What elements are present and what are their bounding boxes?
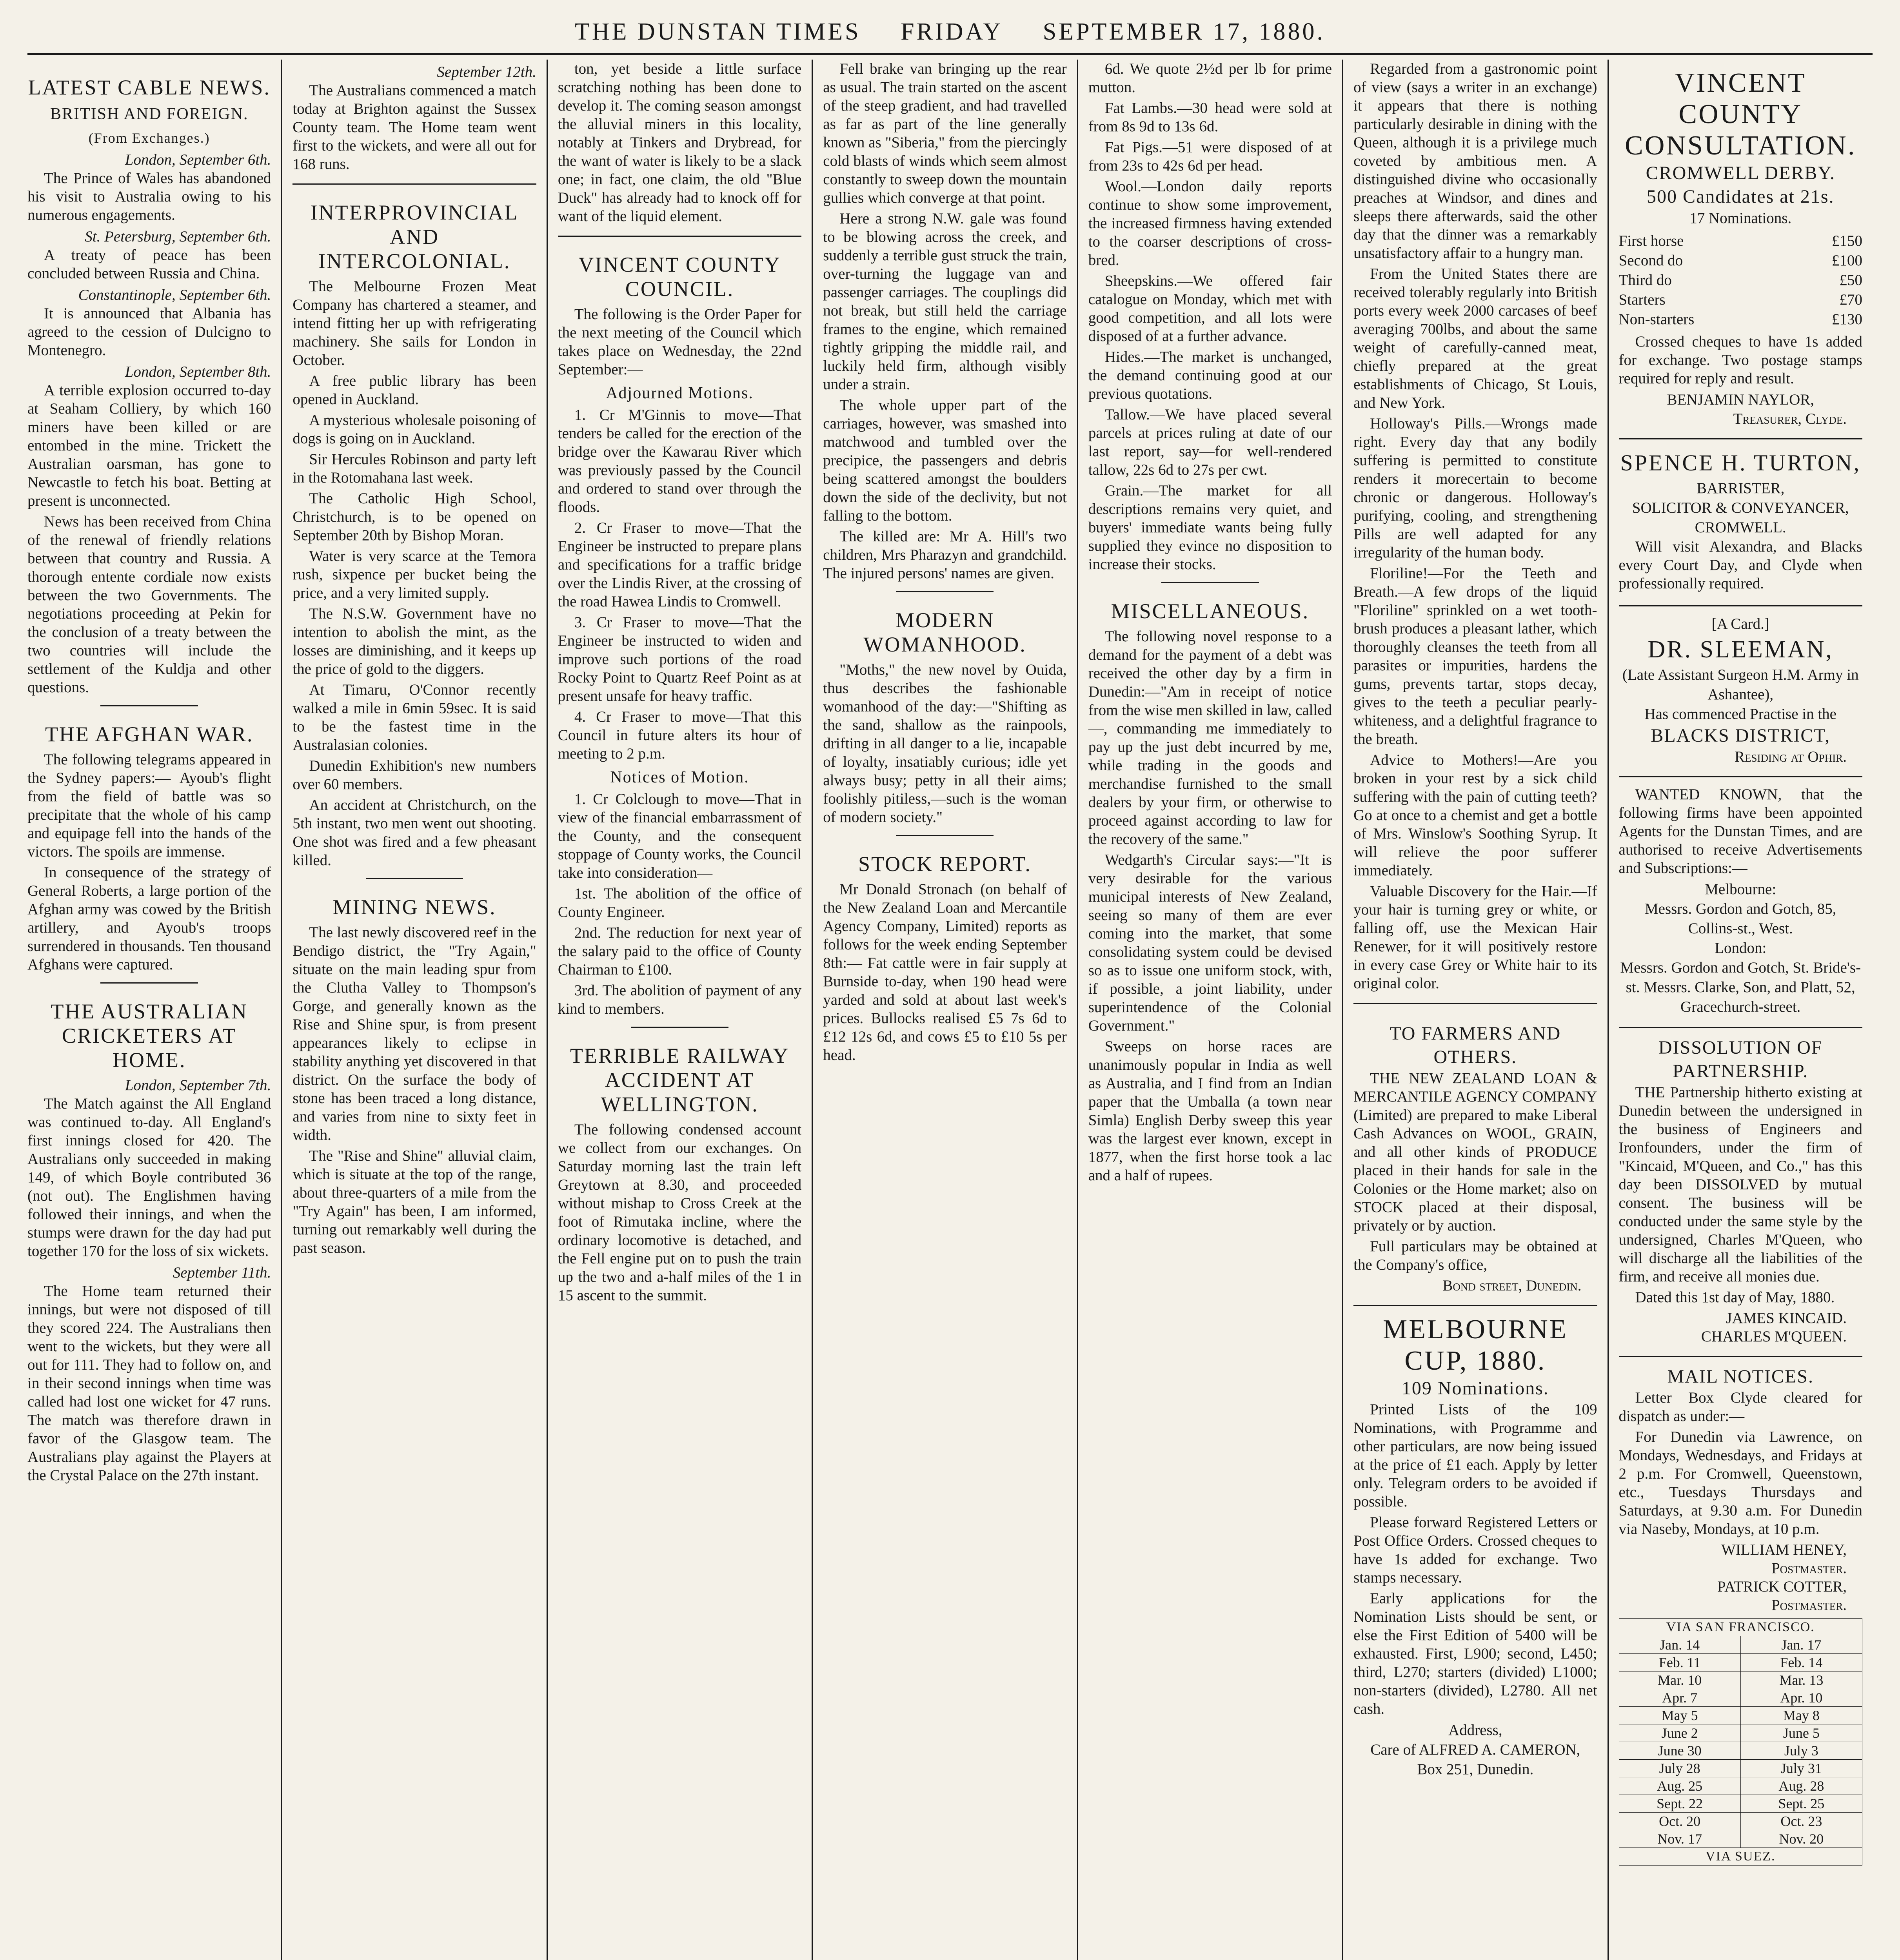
table-row — [1619, 1689, 1862, 1707]
paragraph: The N.S.W. Government have no intention to abolish the mint, as the losses are diminishing, and it keeps up the price of gold to the diggers. — [292, 605, 536, 677]
masthead-day: FRIDAY — [901, 18, 1003, 45]
paragraph: The following is the Order Paper for the next meeting of the Council which takes place on Wednesday, the 22nd September:— — [558, 306, 802, 378]
prize-row — [1619, 310, 1862, 329]
paragraph: ton, yet beside a little surface scratching nothing has been done to develop it. The coming season amongst the alluvial miners in this locality, notably at Tinkers and Drybread, for the want of water is likely to be a slack one; in fact, one claim, the old "Blue Duck" has already had to knock off for want of the liquid element. — [558, 60, 802, 225]
paragraph: The following condensed account we collect from our exchanges. On Saturday morning last the train left Greytown at 8.30, and proceeded without mishap to Cross Creek at the foot of Rimutaka incline, where the ordinary locomotive is detached, and the Fell engine put on to push the train up the two and a-half miles of the 1 in 15 ascent to the summit. — [558, 1121, 802, 1304]
paragraph: The Home team returned their innings, but were not disposed of till they scored 224. The Australians then went to the wickets, but they were all out for 111. They had to follow on, and in their second innings when time was called had lost one wicket for 47 runs. The match was therefore drawn in favor of the Glasgow team. The Australians play against the Players at the Crystal Palace on the 27th instant. — [27, 1283, 271, 1484]
paragraph: Full particulars may be obtained at the Company's office, — [1353, 1238, 1597, 1273]
paragraph: Hides.—The market is unchanged, the demand continuing good at our previous quotations. — [1088, 348, 1332, 402]
cell: Mar. 10 — [1619, 1671, 1740, 1689]
table-row — [1619, 1760, 1862, 1777]
paragraph: Tallow.—We have placed several parcels at prices ruling at date of our last report, say—for well-rendered tallow, 22s 6d to 27s per cwt. — [1088, 406, 1332, 478]
paragraph: Early applications for the Nomination Lists should be sent, or else the First Edition of 5400 will be exhausted. First, L900; second, L450; third, L270; starters (divided) L1000; non-starters (divided), L2780. All net cash. — [1353, 1590, 1597, 1717]
paragraph: The Match against the All England was continued to-day. All England's first innings closed for 420. The Australians only succeeded in making 149, of which Boyle contributed 36 (not out). The Englishmen having followed their innings, and when the stumps were drawn for the day had put together 170 for the loss of six wickets. — [27, 1095, 271, 1259]
cell: Jan. 17 — [1740, 1636, 1862, 1654]
cell: Apr. 7 — [1619, 1689, 1740, 1707]
paragraph: WANTED KNOWN, that the following firms have been appointed Agents for the Dunstan Times, and are authorised to receive Advertisements and Subscriptions:— — [1618, 786, 1862, 877]
columns — [27, 60, 1873, 1960]
divider — [558, 236, 801, 237]
paragraph: Valuable Discovery for the Hair.—If your hair is turning grey or white, or falling off, use the Mexican Hair Renewer, for it will positively restore in every case Grey or White hair to its original color. — [1353, 883, 1597, 992]
cell: Mar. 13 — [1740, 1671, 1862, 1689]
signature: BENJAMIN NAYLOR, — [1667, 391, 1815, 408]
table-row — [1619, 1777, 1862, 1795]
motion: 3. Cr Fraser to move—That the Engineer be instructed to widen and improve such portions of the road Rocky Point to Quartz Reef Point as at present unsafe for heavy traffic. — [558, 614, 802, 704]
paragraph: Wool.—London daily reports continue to show some improvement, the increased firmness having extended to the coarser descriptions of cross-bred. — [1088, 178, 1332, 269]
table-row — [1619, 1671, 1862, 1689]
column-4 — [813, 60, 1078, 1960]
paragraph: Dated this 1st day of May, 1880. — [1635, 1289, 1835, 1306]
stock-report-heading: STOCK REPORT. — [858, 852, 1032, 876]
paragraph: The following novel response to a demand for the payment of a debt was received the other day by a firm in Dunedin:—"Am in receipt of notice from the wise men skilled in law, called—, commanding me immediately to pay up the just debt incurred by me, while trading in the goods and merchandise furnished to the small dealers by your firm, or otherwise to proceed against according to law for the recovery of the same." — [1088, 628, 1332, 848]
prize-value: £150 — [1831, 232, 1862, 249]
paragraph: In consequence of the strategy of General Roberts, a large portion of the Afghan army was cowed by the British artillery, and Ayoub's troops surrendered in thousands. Ten thousand Afghans were captured. — [27, 864, 271, 973]
signature: CHARLES M'QUEEN. — [1701, 1328, 1847, 1345]
prize-label: Second do — [1618, 252, 1683, 269]
nominations-count: 109 Nominations. — [1401, 1378, 1549, 1399]
prize-row — [1619, 290, 1862, 310]
paragraph: Regarded from a gastronomic point of view (says a writer in an exchange) it appears that there is nothing particularly desirable in dining with the Queen, although it is a privilege much coveted by ambitious men. A distinguished divine who occasionally preaches at Windsor, and dines and sleeps there afterwards, said the other day that the dinner was a remarkably unsatisfactory affair to a hungry man. — [1353, 60, 1597, 261]
paragraph: Fat Pigs.—51 were disposed of at from 23s to 42s 6d per head. — [1088, 139, 1332, 174]
signature-title: Postmaster. — [1771, 1597, 1847, 1613]
prize-label: Starters — [1618, 291, 1666, 308]
table-row — [1619, 1742, 1862, 1760]
signature: JAMES KINCAID. — [1726, 1310, 1847, 1327]
divider — [1353, 1003, 1597, 1004]
cell: Aug. 25 — [1619, 1777, 1740, 1795]
table-row — [1619, 1813, 1862, 1830]
dateline: September 11th. — [173, 1264, 271, 1281]
cell: Apr. 10 — [1740, 1689, 1862, 1707]
dateline: Constantinople, September 6th. — [78, 287, 271, 303]
paragraph: "Moths," the new novel by Ouida, thus describes the fashionable womanhood of the day:—"Shifting as the sand, shallow as the rainpools, drifting in all danger to a lie, incapable of loyalty, insatiably curious; idle yet always busy; petty in all their aims; foolishly pitiless,—such is the woman of modern society." — [823, 661, 1067, 826]
county-council-heading: VINCENT COUNTY COUNCIL. — [578, 253, 781, 301]
divider — [292, 183, 536, 185]
melbourne-cup-heading: MELBOURNE CUP, 1880. — [1383, 1314, 1568, 1376]
cell: July 31 — [1740, 1760, 1862, 1777]
masthead-title: THE DUNSTAN TIMES — [574, 18, 861, 45]
farmers-heading: TO FARMERS AND OTHERS. — [1390, 1023, 1561, 1067]
dateline: London, September 7th. — [125, 1077, 271, 1094]
consultation-advert — [1619, 60, 1862, 439]
cell: Jan. 14 — [1619, 1636, 1740, 1654]
column-7 — [1609, 60, 1873, 1960]
prize-row — [1619, 231, 1862, 251]
address-line: Box 251, Dunedin. — [1417, 1761, 1534, 1778]
divider — [100, 982, 198, 984]
paragraph: Sir Hercules Robinson and party left in the Rotomahana last week. — [292, 451, 536, 486]
table-row — [1619, 1707, 1862, 1724]
cromwell-derby: CROMWELL DERBY. — [1646, 163, 1835, 183]
notices-of-motion-heading: Notices of Motion. — [610, 768, 749, 786]
divider — [1161, 582, 1259, 583]
masthead-date: SEPTEMBER 17, 1880. — [1043, 18, 1326, 45]
cell: July 28 — [1619, 1760, 1740, 1777]
cable-subheading: BRITISH AND FOREIGN. — [50, 105, 249, 123]
column-6 — [1343, 60, 1608, 1960]
turton-line: CROMWELL. — [1695, 519, 1786, 536]
motion: 1. Cr M'Ginnis to move—That tenders be called for the erection of the bridge over the Kawarau River which was previously passed by the Council and ordered to stand over through the floods. — [558, 407, 802, 515]
cell: June 5 — [1740, 1724, 1862, 1742]
dateline: London, September 6th. — [125, 151, 271, 168]
paragraph: The following telegrams appeared in the Sydney papers:— Ayoub's flight from the field of battle was so precipitate that the whole of his camp and equipage fell into the hands of the victors. The spoils are immense. — [27, 751, 271, 860]
mail-heading: MAIL NOTICES. — [1667, 1366, 1814, 1387]
farmers-advert — [1353, 1014, 1597, 1306]
paragraph: The whole upper part of the carriages, however, was smashed into matchwood and tumbled over the precipice, the passengers and debris being scattered amongst the boulders down the side of the declivity, but not falling to the bottom. — [823, 397, 1067, 524]
table-row — [1619, 1830, 1862, 1848]
divider — [896, 835, 994, 836]
turton-line: SOLICITOR & CONVEYANCER, — [1632, 499, 1849, 516]
paragraph: At Timaru, O'Connor recently walked a mile in 6min 59sec. It is said to be the fastest time in the Australasian colonies. — [292, 681, 536, 753]
prize-row — [1619, 270, 1862, 290]
dissolution-heading: DISSOLUTION OF PARTNERSHIP. — [1658, 1037, 1823, 1082]
table-header-row — [1619, 1848, 1862, 1866]
sleeman-advert — [1619, 606, 1862, 777]
prize-row — [1619, 251, 1862, 270]
table-header-row — [1619, 1619, 1862, 1636]
cell: Oct. 23 — [1740, 1813, 1862, 1830]
prize-label: Third do — [1618, 272, 1672, 289]
paragraph: 6d. We quote 2½d per lb for prime mutton. — [1088, 60, 1332, 96]
paragraph: The last newly discovered reef in the Bendigo district, the "Try Again," situate on the main leading spur from the Clutha Valley to Thompson's Gorge, and generally known as the Rise and Shine spur, is from present appearances likely to eclipse in stability anything yet discovered in that district. On the surface the body of stone has been traced a long distance, and varies from nine to sixty feet in width. — [292, 924, 536, 1143]
motion: 2. Cr Fraser to move—That the Engineer be instructed to prepare plans and specifications for a traffic bridge over the Lindis River, at the crossing of the road Hawea Lindis to Cromwell. — [558, 519, 802, 610]
divider — [366, 878, 463, 879]
paragraph: Crossed cheques to have 1s added for exchange. Two postage stamps required for reply and result. — [1618, 333, 1862, 387]
paragraph: A mysterious wholesale poisoning of dogs is going on in Auckland. — [292, 412, 536, 447]
prize-value: £50 — [1839, 272, 1862, 289]
cell: May 8 — [1740, 1707, 1862, 1724]
card-label: [A Card.] — [1711, 615, 1769, 632]
turton-name: SPENCE H. TURTON, — [1620, 450, 1861, 475]
divider — [100, 705, 198, 706]
melbourne-cup-advert — [1353, 1306, 1597, 1789]
motion: 4. Cr Fraser to move—That this Council in future alters its hour of meeting to 2 p.m. — [558, 708, 802, 762]
motion-item: 1st. The abolition of the office of County Engineer. — [558, 885, 802, 920]
paragraph: Fat Lambs.—30 head were sold at from 8s 9d to 13s 6d. — [1088, 100, 1332, 135]
paragraph: An accident at Christchurch, on the 5th instant, two men went out shooting. One shot was fired and a few pheasant killed. — [292, 797, 536, 869]
signature-title: Treasurer, Clyde. — [1733, 410, 1847, 427]
motion-item: 2nd. The reduction for next year of the salary paid to the office of County Chairman to £100. — [558, 924, 802, 978]
table-header: VIA SAN FRANCISCO. — [1619, 1619, 1862, 1636]
prize-value: £100 — [1831, 252, 1862, 269]
agent-value: Messrs. Gordon and Gotch, St. Bride's-st. Messrs. Clarke, Son, and Platt, 52, Gracechurch-street. — [1620, 959, 1861, 1015]
cell: Oct. 20 — [1619, 1813, 1740, 1830]
paragraph: Advice to Mothers!—Are you broken in your rest by a sick child suffering with the pain of cutting teeth? Go at once to a chemist and get a bottle of Mrs. Winslow's Soothing Syrup. It will relieve the poor sufferer immediately. — [1353, 751, 1597, 879]
sleeman-residence: Residing at Ophir. — [1735, 748, 1847, 765]
agent-city: Melbourne: — [1705, 881, 1776, 898]
paragraph: The killed are: Mr A. Hill's two children, Mrs Pharazyn and grandchild. The injured persons' names are given. — [823, 528, 1067, 582]
sleeman-line: (Late Assistant Surgeon H.M. Army in Ashantee), — [1622, 666, 1859, 703]
paragraph: Please forward Registered Letters or Post Office Orders. Crossed cheques to have 1s added for exchange. Two stamps necessary. — [1353, 1514, 1597, 1586]
paragraph: News has been received from China of the renewal of friendly relations between that country and Russia. A thorough entente cordiale now exists between the two Governments. The negotiations proceeding at Pekin for the conclusion of a treaty between the two countries will include the settlement of the Kuldja and other questions. — [27, 513, 271, 696]
farmers-address: Bond street, Dunedin. — [1442, 1277, 1582, 1294]
paragraph: The Melbourne Frozen Meat Company has chartered a steamer, and intend fitting her up with refrigerating machinery. She sails for London in October. — [292, 278, 536, 368]
paragraph: It is announced that Albania has agreed to the cession of Dulcigno to Montenegro. — [27, 305, 271, 359]
dateline: London, September 8th. — [125, 363, 271, 380]
paragraph: The "Rise and Shine" alluvial claim, which is situate at the top of the range, about three-quarters of a mile from the "Try Again" has been, I am informed, turning out remarkably well during the past season. — [292, 1147, 536, 1256]
consultation-heading: VINCENT COUNTY CONSULTATION. — [1625, 68, 1856, 161]
mail-notices — [1619, 1357, 1862, 1876]
column-3 — [548, 60, 813, 1960]
cable-source: (From Exchanges.) — [88, 130, 210, 146]
paragraph: A terrible explosion occurred to-day at Seaham Colliery, by which 160 miners have been killed or are entombed in the mine. Trickett the Australian oarsman, has gone to Newcastle to fetch his boat. Betting at present is unconnected. — [27, 382, 271, 509]
cell: July 3 — [1740, 1742, 1862, 1760]
sleeman-name: DR. SLEEMAN, — [1648, 636, 1833, 663]
prize-label: Non-starters — [1618, 311, 1695, 328]
prize-value: £70 — [1839, 291, 1862, 308]
masthead — [27, 16, 1873, 55]
dateline: St. Petersburg, September 6th. — [85, 228, 271, 245]
signature-title: Postmaster. — [1771, 1560, 1847, 1577]
column-2 — [282, 60, 547, 1960]
turton-advert — [1619, 439, 1862, 606]
divider — [896, 591, 994, 592]
mining-news-heading: MINING NEWS. — [332, 895, 496, 919]
prize-value: £130 — [1831, 311, 1862, 328]
paragraph: A treaty of peace has been concluded between Russia and China. — [27, 247, 271, 282]
paragraph: Wedgarth's Circular says:—"It is very desirable for the various municipal interests of New Zealand, seeing so many of them are ever coming into the market, that some consolidating system could be devised so as to issue one uniform stock, with, if possible, a joint liability, under superintendence of the Colonial Government." — [1088, 851, 1332, 1034]
column-1 — [27, 60, 282, 1960]
sleeman-district: BLACKS DISTRICT, — [1651, 725, 1831, 746]
motion: 1. Cr Colclough to move—That in view of the financial embarrassment of the County, and the consequent stoppage of County works, the Council take into consideration— — [558, 791, 802, 881]
afghan-war-heading: THE AFGHAN WAR. — [45, 722, 254, 746]
table-row — [1619, 1636, 1862, 1654]
cell: Aug. 28 — [1740, 1777, 1862, 1795]
dateline: September 12th. — [437, 64, 536, 80]
motion-item: 3rd. The abolition of payment of any kind to members. — [558, 982, 802, 1017]
address-label: Address, — [1448, 1722, 1502, 1739]
cell: May 5 — [1619, 1707, 1740, 1724]
paragraph: For Dunedin via Lawrence, on Mondays, Wednesdays, and Fridays at 2 p.m. For Cromwell, Queenstown, etc., Tuesdays Thursdays and Saturdays, at 9.30 a.m. For Dunedin via Naseby, Mondays, at 10 p.m. — [1618, 1428, 1862, 1537]
cell: Feb. 11 — [1619, 1654, 1740, 1671]
wanted-advert — [1619, 777, 1862, 1028]
adjourned-motions-heading: Adjourned Motions. — [606, 384, 754, 402]
cell: Feb. 14 — [1740, 1654, 1862, 1671]
sleeman-line: Has commenced Practise in the — [1644, 706, 1836, 722]
address-line: Care of ALFRED A. CAMERON, — [1370, 1741, 1580, 1758]
paragraph: The Catholic High School, Christchurch, is to be opened on September 20th by Bishop Moran. — [292, 490, 536, 544]
nominations: 17 Nominations. — [1689, 210, 1792, 227]
paragraph: The Prince of Wales has abandoned his visit to Australia owing to his numerous engagements. — [27, 170, 271, 223]
cable-news-heading: LATEST CABLE NEWS. — [28, 76, 271, 99]
paragraph: Will visit Alexandra, and Blacks every Court Day, and Clyde when professionally required. — [1618, 538, 1862, 592]
paragraph: Sweeps on horse races are unanimously popular in India as well as Australia, and I find from an Indian paper that the Umballa (a town near Simla) English Derby sweep this year was the largest ever known, except in 1877, when the first horse took a lac and a half of rupees. — [1088, 1038, 1332, 1184]
paragraph: Floriline!—For the Teeth and Breath.—A few drops of the liquid "Floriline" sprinkled on a wet tooth-brush produces a pleasant lather, which thoroughly cleanses the teeth from all parasites or impurities, hardens the gums, prevents tartar, stops decay, gives to the teeth a peculiar pearly-whiteness, and a delightful fragrance to the breath. — [1353, 565, 1597, 748]
mail-schedule-table — [1619, 1618, 1862, 1866]
cell: Nov. 17 — [1619, 1830, 1740, 1848]
agent-city: London: — [1715, 940, 1767, 956]
paragraph: Printed Lists of the 109 Nominations, with Programme and other particulars, are now being issued at the price of £1 each. Apply by letter only. Telegram orders to be avoided if possible. — [1353, 1401, 1597, 1510]
cell: June 30 — [1619, 1742, 1740, 1760]
paragraph: Here a strong N.W. gale was found to be blowing across the creek, and suddenly a terrible gust struck the train, over-turning the luggage van and passenger carriages. The couplings did not break, but still held the carriage frames to the engine, which remained tightly gripping the middle rail, and luckily held firm, although visibly under a strain. — [823, 210, 1067, 393]
cricket-heading: THE AUSTRALIAN CRICKETERS AT HOME. — [51, 1000, 248, 1072]
paragraph: From the United States there are received tolerably regularly into British ports every week 2000 carcases of beef averaging 700lbs, and about the same weight of carefully-canned meat, chiefly prepared at the great establishments of Chicago, St Louis, and New York. — [1353, 265, 1597, 411]
candidates: 500 Candidates at 21s. — [1646, 186, 1835, 207]
cell: June 2 — [1619, 1724, 1740, 1742]
signature: WILLIAM HENEY, — [1721, 1541, 1847, 1558]
paragraph: The Australians commenced a match today at Brighton against the Sussex County team. The Home team went first to the wickets, and were all out for 168 runs. — [292, 82, 536, 172]
cell: Sept. 22 — [1619, 1795, 1740, 1813]
paragraph: A free public library has been opened in Auckland. — [292, 372, 536, 408]
railway-accident-heading: TERRIBLE RAILWAY ACCIDENT AT WELLINGTON. — [570, 1044, 790, 1116]
paragraph: Water is very scarce at the Temora rush, sixpence per bucket being the price, and a very limited supply. — [292, 548, 536, 601]
cell: Nov. 20 — [1740, 1830, 1862, 1848]
paragraph: Holloway's Pills.—Wrongs made right. Every day that any bodily suffering is permitted to constitute renders it morecertain to become chronic or dangerous. Holloway's purifying, cooling, and strengthening Pills are well adapted for any irregularity of the human body. — [1353, 415, 1597, 561]
paragraph: THE NEW ZEALAND LOAN & MERCANTILE AGENCY COMPANY (Limited) are prepared to make Liberal Cash Advances on WOOL, GRAIN, and all other kinds of PRODUCE placed in their hands for sale in the Colonies or the Home market; also on STOCK placed at their disposal, privately or by auction. — [1353, 1070, 1597, 1234]
table-row — [1619, 1795, 1862, 1813]
paragraph: Fell brake van bringing up the rear as usual. The train started on the ascent of the steep gradient, and had travelled as far as part of the line generally known as "Siberia," from the piercingly cold blasts of winds which seem almost constantly to sweep down the mountain gullies which converge at that point. — [823, 60, 1067, 206]
table-header: VIA SUEZ. — [1619, 1848, 1862, 1866]
divider — [631, 1027, 728, 1028]
cell: Sept. 25 — [1740, 1795, 1862, 1813]
table-row — [1619, 1654, 1862, 1671]
signature: PATRICK COTTER, — [1717, 1578, 1847, 1595]
prize-list — [1619, 231, 1862, 329]
intercolonial-heading: INTERPROVINCIAL AND INTERCOLONIAL. — [310, 201, 519, 273]
paragraph: Letter Box Clyde cleared for dispatch as under:— — [1618, 1389, 1862, 1425]
paragraph: Grain.—The market for all descriptions remains very quiet, and buyers' immediate wants being fully supplied they evince no disposition to increase their stocks. — [1088, 482, 1332, 573]
turton-line: BARRISTER, — [1697, 480, 1785, 497]
agent-value: Messrs. Gordon and Gotch, 85, Collins-st., West. — [1644, 900, 1836, 937]
paragraph: Dunedin Exhibition's new numbers over 60 members. — [292, 757, 536, 793]
paragraph: Mr Donald Stronach (on behalf of the New Zealand Loan and Mercantile Agency Company, Limited) reports as follows for the week ending September 8th:— Fat cattle were in fair supply at Burnside to-day, when 190 head were yarded and sold at about last week's prices. Bullocks realised £5 7s 6d to £12 12s 6d, and cows £5 to £10 5s per head. — [823, 881, 1067, 1063]
paragraph: Sheepskins.—We offered fair catalogue on Monday, which met with good competition, and all lots were disposed of at a further advance. — [1088, 272, 1332, 345]
modern-womanhood-heading: MODERN WOMANHOOD. — [863, 608, 1026, 656]
prize-label: First horse — [1618, 232, 1684, 249]
miscellaneous-heading: MISCELLANEOUS. — [1111, 599, 1310, 623]
paragraph: THE Partnership hitherto existing at Dunedin between the undersigned in the business of Engineers and Ironfounders, under the firm of "Kincaid, M'Queen, and Co.," has this day been DISSOLVED by mutual consent. The business will be conducted under the same style by the undersigned, Charles M'Queen, who will discharge all the liabilities of the firm, and receive all monies due. — [1618, 1084, 1862, 1285]
column-5 — [1078, 60, 1343, 1960]
dissolution-advert — [1619, 1028, 1862, 1357]
table-row — [1619, 1724, 1862, 1742]
